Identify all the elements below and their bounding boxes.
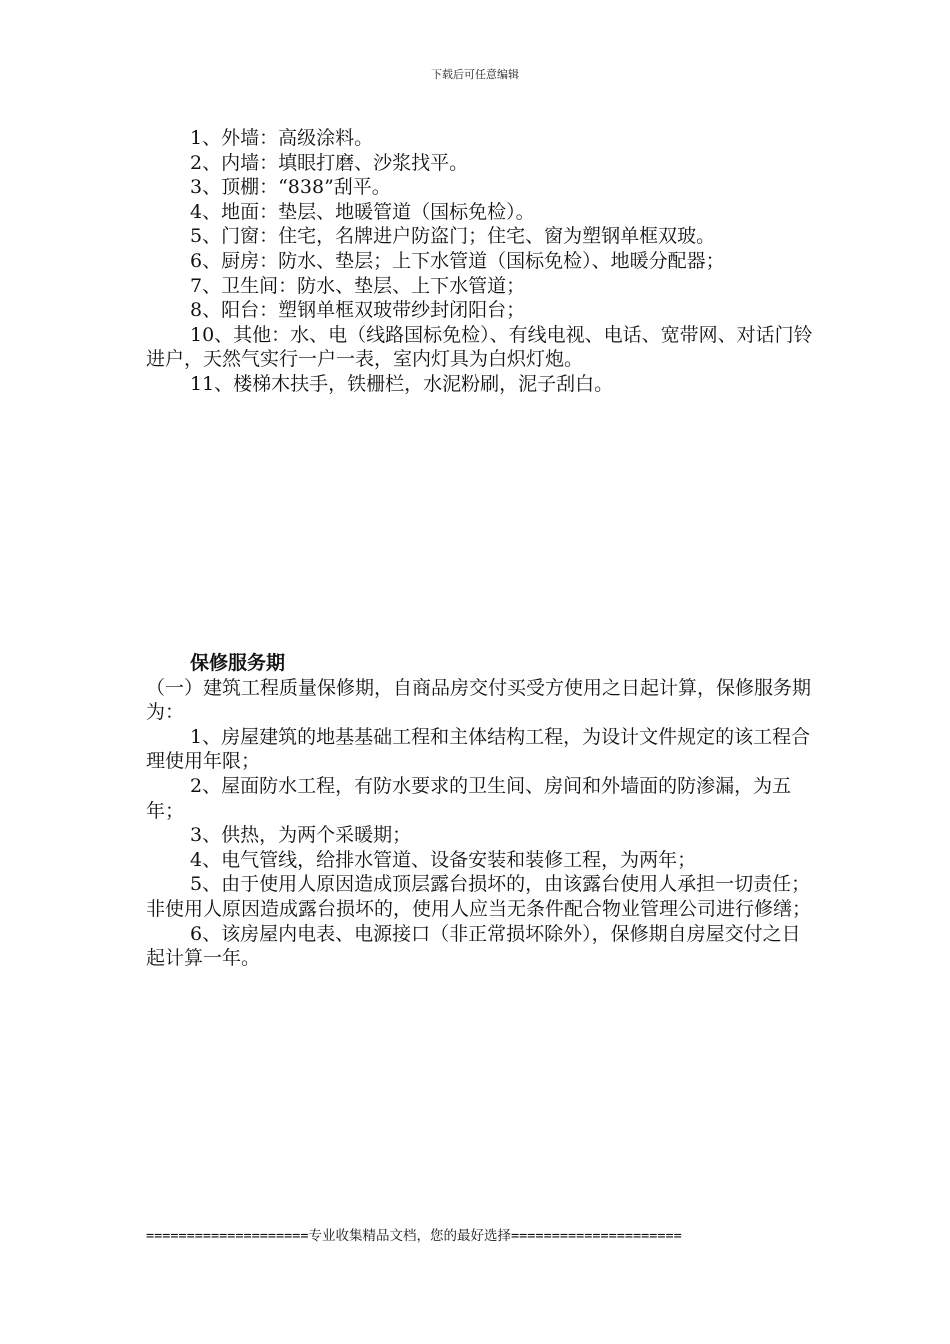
spec-item: 8、阳台：塑钢单框双玻带纱封闭阳台； <box>190 299 526 322</box>
warranty-item: 2、屋面防水工程，有防水要求的卫生间、房间和外墙面的防渗漏，为五年； <box>146 774 792 822</box>
section-title: 保修服务期 <box>190 652 286 674</box>
warranty-item: 5、由于使用人原因造成顶层露台损坏的，由该露台使用人承担一切责任；非使用人原因造成露台损坏的，使用人应当无条件配合物业管理公司进行修缮； <box>146 873 812 920</box>
warranty-item: 3、供热，为两个采暖期； <box>190 824 412 847</box>
warranty-item: 6、该房屋内电表、电源接口（非正常损坏除外），保修期自房屋交付之日起计算一年。 <box>146 922 801 970</box>
spec-item: 4、地面：垫层、地暖管道（国标免检）。 <box>190 200 535 223</box>
warranty-item: 4、电气管线，给排水管道、设备安装和装修工程，为两年； <box>190 848 697 871</box>
specs-list <box>146 126 816 397</box>
warranty-intro: （一）建筑工程质量保修期，自商品房交付买受方使用之日起计算，保修服务期为： <box>146 676 812 724</box>
warranty-section <box>146 651 816 971</box>
spec-item: 2、内墙：填眼打磨、沙浆找平。 <box>190 151 469 174</box>
page-footer: ====================专业收集精品文档，您的最好选择===================== <box>146 1228 682 1244</box>
spec-item: 11、楼梯木扶手，铁栅栏，水泥粉刷，泥子刮白。 <box>190 372 614 395</box>
spec-item: 6、厨房：防水、垫层；上下水管道（国标免检）、地暖分配器； <box>190 249 725 272</box>
spec-item: 5、门窗：住宅，名牌进户防盗门；住宅、窗为塑钢单框双玻。 <box>190 225 716 248</box>
page-header: 下载后可任意编辑 <box>431 68 519 81</box>
warranty-item: 1、房屋建筑的地基基础工程和主体结构工程，为设计文件规定的该工程合理使用年限； <box>146 725 811 773</box>
spec-item: 10、其他：水、电（线路国标免检）、有线电视、电话、宽带网、对话门铃进户，天然气实行一户一表，室内灯具为白炽灯炮。 <box>146 323 813 371</box>
spec-item: 3、顶棚：“838”刮平。 <box>190 176 391 199</box>
spec-item: 7、卫生间：防水、垫层、上下水管道； <box>190 274 526 297</box>
spec-item: 1、外墙：高级涂料。 <box>190 127 374 149</box>
